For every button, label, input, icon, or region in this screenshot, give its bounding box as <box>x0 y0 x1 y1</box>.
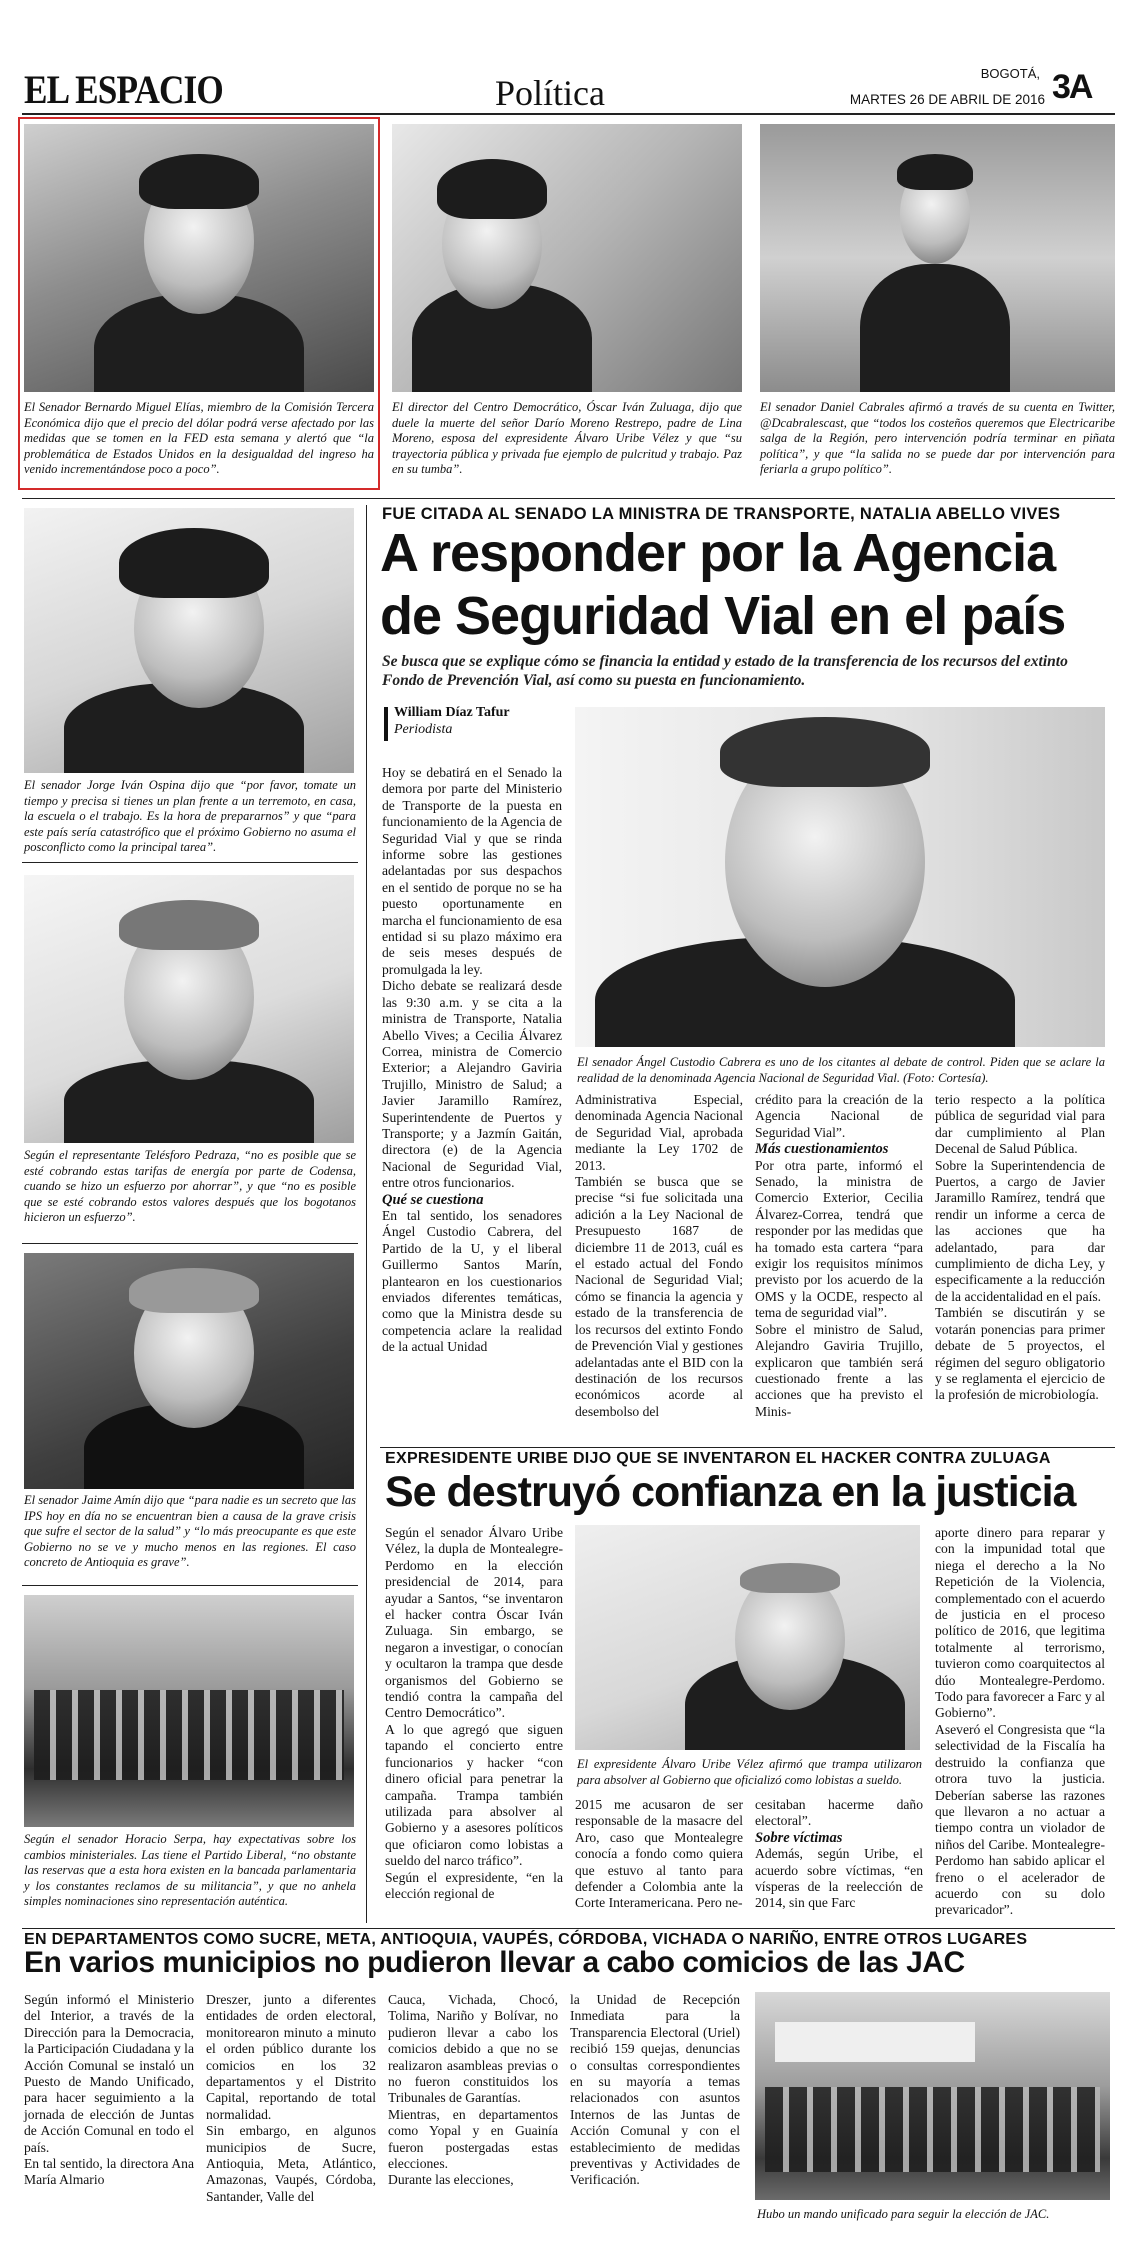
article1-paragraph: También se discutirán y se votarán ponencias para primer debate de 5 proyectos, el régimen del seguro obligatorio y se reglamenta el ejercicio de la profesión de microbiología. <box>935 1305 1105 1403</box>
masthead-city: BOGOTÁ, <box>980 66 1040 81</box>
article1-column-1 <box>382 765 562 1356</box>
article2-column-2 <box>575 1797 743 1912</box>
article3-paragraph: la Unidad de Recepción Inmediata para la Transparencia Electoral (Uriel) recibió 159 quejas, denuncias o consultas correspondientes en su mayoría a temas relacionados con asuntos Internos de las Juntas de Acción Comunal y con el establecimiento de medidas preventivas y Actividades de Verificación. <box>570 1992 740 2188</box>
photo-oscar-zuluaga <box>392 124 742 392</box>
article1-column-4 <box>935 1092 1105 1404</box>
top-row-rule <box>22 498 1115 499</box>
caption-daniel-cabrales: El senador Daniel Cabrales afirmó a través de su cuenta en Twitter, @Dcabralescast, que “todos los costeños queremos que Electricaribe salga de la Región, pero intervención podría terminar en piñata política”, y que “la salida no se puede dar por intervención para feriarla a grupo político”. <box>760 400 1115 476</box>
article3-column-3 <box>388 1992 558 2189</box>
article1-paragraph: Dicho debate se realizará desde las 9:30 a.m. y se cita a la ministra de Transporte, Natalia Abello Vives; a Cecilia Álvarez Correa, ministra de Comercio Exterior; a Alejandro Gaviria Trujillo, Ministro de Salud; a Javier Jaramillo Ramírez, Superintendente de Puertos y Transporte; y a Jazmín Gaitán, directora (e) de la Agencia Nacional de Seguridad Vial, entre otros funcionarios. <box>382 978 562 1191</box>
sidebar-rule-3 <box>22 1585 358 1586</box>
photo-daniel-cabrales <box>760 124 1115 392</box>
article1-headline-line2: de Seguridad Vial en el país <box>380 586 1066 646</box>
caption-oscar-zuluaga: El director del Centro Democrático, Óscar Iván Zuluaga, dijo que duele la muerte del señor Darío Moreno Restrepo, padre de Lina Moreno, esposa del expresidente Álvaro Uribe Vélez y que “su trayectoria pública y privada fue ejemplo de pulcritud y trabajo. Paz en su tumba”. <box>392 400 742 476</box>
article2-kicker: EXPRESIDENTE URIBE DIJO QUE SE INVENTARON EL HACKER CONTRA ZULUAGA <box>385 1450 1051 1467</box>
article1-kicker: FUE CITADA AL SENADO LA MINISTRA DE TRANSPORTE, NATALIA ABELLO VIVES <box>382 505 1061 523</box>
article3-paragraph: Durante las elecciones, <box>388 2172 514 2188</box>
article3-column-1 <box>24 1992 194 2189</box>
article1-paragraph: terio respecto a la política pública de seguridad vial para dar cumplimiento al Plan Decenal de Salud Pública. <box>935 1092 1105 1157</box>
article2-column-1 <box>385 1525 563 1902</box>
article3-photo-caption: Hubo un mando unificado para seguir la elección de JAC. <box>757 2207 1050 2221</box>
photo-jac-command-center <box>755 1992 1110 2200</box>
article2-paragraph: A lo que agregó que siguen tapando el concierto entre funcionarios y hacker “con dinero oficial para penetrar la campaña. Trampa también utilizada para absolver al Gobierno y a asesores políticos que oficiaron como lobistas a sueldo del narco tráfico”. <box>385 1721 563 1869</box>
caption-horacio-serpa: Según el senador Horacio Serpa, hay expectativas sobre los cambios ministeriales. Las tiene el Partido Liberal, “no obstante las reservas que a esta hora existen en la bancada parlamentaria y los constantes reclamos de su militancia”, y que no anhela simples nominaciones sino representación auténtica. <box>24 1832 356 1908</box>
article1-paragraph: crédito para la creación de la Agencia Nacional de Seguridad Vial”. <box>755 1092 923 1140</box>
article1-paragraph: Hoy se debatirá en el Senado la demora por parte del Ministerio de Transporte de la puesta en funcionamiento de la Agencia de Seguridad Vial y que se rinda informe sobre las gestiones adelantadas por sus despachos en el sentido de porque no se ha puesto oportunamente en marcha el funcionamiento de esa entidad si su plazo máximo era de seis meses después de promulgada la ley. <box>382 765 562 977</box>
article1-column-2 <box>575 1092 743 1420</box>
article2-paragraph: cesitaban hacerme daño electoral”. <box>755 1797 923 1829</box>
article1-subhead: Qué se cuestiona <box>382 1191 484 1208</box>
photo-angel-cabrera <box>575 707 1105 1047</box>
caption-bernardo-elias: El Senador Bernardo Miguel Elías, miembro de la Comisión Tercera Económica dijo que el precio del dólar podrá verse afectado por las medidas que se tomen en la FED esta semana y alertó que “la problemática de Estados Unidos en la desigualdad del ingreso ha venido incrementándose poco a poco”. <box>24 400 374 476</box>
article3-paragraph: Según informó el Ministerio del Interior, a través de la Dirección para la Democracia, la Participación Ciudadana y la Acción Comunal se instaló un Puesto de Mando Unificado, para hacer seguimiento a la jornada de elección de Juntas de Acción Comunal en todo el país. <box>24 1992 194 2155</box>
article2-paragraph: Según el expresidente, “en la elección regional de <box>385 1869 563 1901</box>
paper-name: EL ESPACIO <box>24 67 223 112</box>
section-title: Política <box>495 73 605 113</box>
article2-paragraph: Aseveró el Congresista que “la selectividad de la Fiscalía ha destruido la confianza que otrora tuvo la justicia. Deberían saberse las razones que llevaron a no actuar a tiempo contra un violador de niños del Caribe. Montealegre-Perdomo han sabido aplicar el freno o el acelerador de acuerdo con su dolo prevaricador”. <box>935 1721 1105 1918</box>
article3-column-4 <box>570 1992 740 2189</box>
article3-headline: En varios municipios no pudieron llevar a cabo comicios de las JAC <box>24 1946 965 1979</box>
article1-paragraph: También se busca que se precise “si fue solicitada una adición a la Ley Nacional de Presupuesto 1687 de diciembre 11 de 2013, cuál es el estado actual del Fondo Nacional de Seguridad Vial; cómo se financia la agencia y estado de la transferencia de los recursos del extinto Fondo de Prevención Vial y gestiones adelantadas ante el BID con la destinación de los recursos económicos acorde al desembolso del <box>575 1174 743 1419</box>
author-bar <box>384 707 388 741</box>
article3-paragraph: Cauca, Vichada, Chocó, Tolima, Nariño y Bolívar, no pudieron llevar a cabo los comicios debido a que no se realizaron asambleas previas o no fueron constituidos los Tribunales de Garantías. <box>388 1992 558 2106</box>
caption-jorge-ospina: El senador Jorge Iván Ospina dijo que “por favor, tomate un tiempo y precisa si tienes un plan frente a un terremoto, en casa, la escuela o el trabajo. Es la hora de prepararnos” y que “para este país sería catastrófico que el próximo Gobierno no asuma el posconflicto como la principal tarea”. <box>24 778 356 854</box>
sidebar-rule-2 <box>22 1243 358 1244</box>
article1-paragraph: En tal sentido, los senadores Ángel Custodio Cabrera, del Partido de la U, y el liberal Guillermo Santos Marín, plantearon en los cuestionarios enviados diferentes temáticas, como que la Ministra desde su competencia aclare la realidad de la actual Unidad <box>382 1207 562 1355</box>
article3-paragraph: Sin embargo, en algunos municipios de Sucre, Antioquia, Meta, Atlántico, Amazonas, Vaupés, Córdoba, Santander, Valle del <box>206 2123 376 2204</box>
article2-column-4 <box>935 1525 1105 1919</box>
article3-column-2 <box>206 1992 376 2205</box>
article1-deck: Se busca que se explique cómo se financia la entidad y estado de la transferencia de los recursos del extinto Fondo de Prevención Vial, así como su puesta en funcionamiento. <box>382 653 1068 689</box>
article3-paragraph: En tal sentido, la directora Ana María Almario <box>24 2156 194 2188</box>
photo-jaime-amin <box>24 1253 354 1489</box>
photo-jorge-ospina <box>24 508 354 773</box>
article1-paragraph: Sobre el ministro de Salud, Alejandro Gaviria Trujillo, explicaron que también será cuestionado frente a las acciones que ha previsto el Minis- <box>755 1321 923 1419</box>
caption-telesforo-pedraza: Según el representante Telésforo Pedraza, “no es posible que se esté cobrando estas tarifas de energía por parte de Codensa, cuando se hizo un esfuerzo por ahorrar”, y que “no es posible que se esté cobrando estos valores después que los bogotanos hicieron un esfuerzo”. <box>24 1148 356 1224</box>
article2-paragraph: Además, según Uribe, el acuerdo sobre víctimas, “en vísperas de la reelección de 2014, sin que Farc <box>755 1846 923 1911</box>
article2-headline: Se destruyó confianza en la justicia <box>385 1468 1076 1516</box>
article1-headline-line1: A responder por la Agencia <box>380 523 1056 583</box>
article3-kicker: EN DEPARTAMENTOS COMO SUCRE, META, ANTIOQUIA, VAUPÉS, CÓRDOBA, VICHADA O NARIÑO, ENTRE OTROS LUGARES <box>24 1931 1028 1948</box>
article2-paragraph: 2015 me acusaron de ser responsable de la masacre del Aro, caso que Montealegre conocía a fondo como quiera que estuvo al tanto para defender a Colombia ante la Corte Interamericana. Pero ne- <box>575 1797 743 1911</box>
article1-paragraph: Administrativa Especial, denominada Agencia Nacional de Seguridad Vial, aprobada mediante la Ley 1702 de 2013. <box>575 1092 743 1173</box>
photo-horacio-serpa-group <box>24 1595 354 1827</box>
article2-column-3 <box>755 1797 923 1912</box>
article2-photo-caption: El expresidente Álvaro Uribe Vélez afirmó que trampa utilizaron para absolver al Gobierno que oficializó como lobistas a sueldo. <box>577 1757 922 1787</box>
sidebar-rule-1 <box>22 862 358 863</box>
page-number: 3A <box>1052 68 1092 106</box>
photo-alvaro-uribe <box>575 1525 920 1750</box>
article3-paragraph: Dreszer, junto a diferentes entidades de orden electoral, monitorearon minuto a minuto el orden público durante los comicios en los 32 departamentos y el Distrito Capital, reportando de total normalidad. <box>206 1992 376 2122</box>
article1-author: William Díaz Tafur <box>394 705 510 720</box>
article3-paragraph: Mientras, en departamentos como Yopal y en Guainía fueron postergadas estas elecciones. <box>388 2106 558 2172</box>
article1-subhead: Más cuestionamientos <box>755 1141 889 1158</box>
article1-photo-caption: El senador Ángel Custodio Cabrera es uno de los citantes al debate de control. Piden que se aclare la realidad de la denominada Agencia Nacional de Seguridad Vial. (Foto: Cortesía). <box>577 1055 1105 1085</box>
article2-bottom-rule <box>22 1928 1115 1929</box>
photo-bernardo-elias <box>24 124 374 392</box>
article1-paragraph: Sobre la Superintendencia de Puertos, a cargo de Javier Jaramillo Ramírez, tendrá que rendir un informe a cerca de las acciones que ha adelantado, para dar cumplimiento de dicha Ley, y especificamente a la reducción de la accidentalidad en el país. <box>935 1157 1105 1304</box>
article1-paragraph: Por otra parte, informó el Senado, la ministra de Comercio Exterior, Cecilia Álvarez-Correa, tendrá que responder por las medidas que ha tomado esta cartera “para exigir los requisitos mínimos previsto por los acuerdo de la OMS y la OCDE, respecto al tema de seguridad vial”. <box>755 1157 923 1321</box>
article2-subhead: Sobre víctimas <box>755 1829 843 1846</box>
article2-paragraph: Según el senador Álvaro Uribe Vélez, la dupla de Montealegre-Perdomo en la elección presidencial de 2014, para ayudar a Santos, “se inventaron el hacker contra Óscar Iván Zuluaga. Sin embargo, se negaron a investigar, o conocían y ocultaron la trampa que desde organismos del Gobierno se tendió contra la campaña del Centro Democrático”. <box>385 1525 563 1721</box>
masthead-date: MARTES 26 DE ABRIL DE 2016 <box>849 92 1045 107</box>
masthead-rule <box>22 113 1115 115</box>
article1-bottom-rule <box>380 1447 1115 1448</box>
article1-author-role: Periodista <box>394 722 453 737</box>
article1-column-3 <box>755 1092 923 1420</box>
photo-telesforo-pedraza <box>24 875 354 1143</box>
sidebar-divider <box>366 505 367 1923</box>
article2-paragraph: aporte dinero para reparar y con la impunidad total que niega el derecho a la No Repetición de la Violencia, complementado con el acuerdo de justicia en el proceso político de 2016, que legitima totalmente al terrorismo, tuvieron como coarquitectos al dúo Montealegre-Perdomo. Todo para favorecer a Farc y al Gobierno”. <box>935 1525 1105 1721</box>
caption-jaime-amin: El senador Jaime Amín dijo que “para nadie es un secreto que las IPS hoy en día no se encuentran bien a causa de la grave crisis que sufre el sector de la salud” y “lo más preocupante es que este Gobierno no se ve y mucho menos en las regiones. El caso concreto de Antioquia es grave”. <box>24 1493 356 1569</box>
